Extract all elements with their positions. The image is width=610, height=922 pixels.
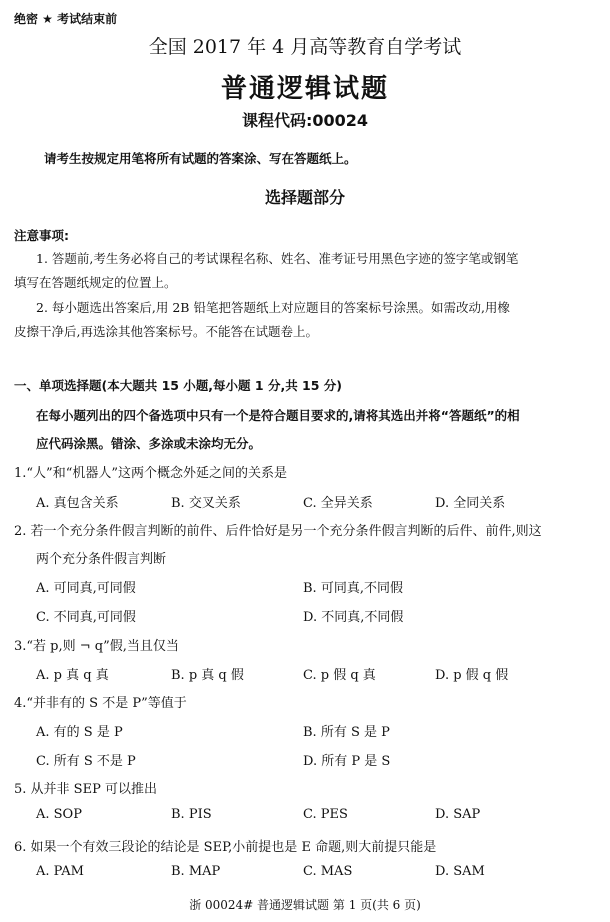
notes-heading: 注意事项: bbox=[14, 228, 69, 243]
question-1-option-d: D. 全同关系 bbox=[435, 496, 506, 511]
question-6-option-a: A. PAM bbox=[36, 864, 84, 879]
question-3-option-b: B. p 真 q 假 bbox=[171, 668, 244, 683]
secret-label: 绝密 ★ 考试结束前 bbox=[14, 12, 118, 26]
question-2-option-d: D. 不同真,不同假 bbox=[303, 610, 404, 625]
question-1-option-a: A. 真包含关系 bbox=[36, 496, 119, 511]
question-3-option-c: C. p 假 q 真 bbox=[303, 668, 376, 683]
course-code: 课程代码:00024 bbox=[241, 111, 369, 130]
question-1-option-b: B. 交叉关系 bbox=[171, 496, 241, 511]
question-5-option-b: B. PIS bbox=[171, 807, 212, 822]
question-3-option-d: D. p 假 q 假 bbox=[435, 668, 509, 683]
note-item-1-line-2: 填写在答题纸规定的位置上。 bbox=[14, 275, 177, 290]
part1-heading: 一、单项选择题(本大题共 15 小题,每小题 1 分,共 15 分) bbox=[14, 378, 343, 393]
page-title: 普通逻辑试题 bbox=[220, 74, 389, 104]
question-6-stem: 6. 如果一个有效三段论的结论是 SEP,小前提也是 E 命题,则大前提只能是 bbox=[14, 840, 437, 855]
question-6-option-d: D. SAM bbox=[435, 864, 485, 879]
question-3-option-a: A. p 真 q 真 bbox=[36, 668, 109, 683]
exam-line: 全国 2017 年 4 月高等教育自学考试 bbox=[148, 36, 462, 58]
section-title: 选择题部分 bbox=[264, 188, 345, 207]
question-1-option-c: C. 全异关系 bbox=[303, 496, 373, 511]
question-1-stem: 1.“人”和“机器人”这两个概念外延之间的关系是 bbox=[14, 466, 287, 481]
question-6-option-c: C. MAS bbox=[303, 864, 353, 879]
part1-desc-line-2: 应代码涂黑。错涂、多涂或未涂均无分。 bbox=[36, 436, 262, 451]
question-4-option-a: A. 有的 S 是 P bbox=[36, 725, 123, 740]
question-4-option-c: C. 所有 S 不是 P bbox=[36, 754, 136, 769]
question-6-option-b: B. MAP bbox=[171, 864, 221, 879]
question-2-option-a: A. 可同真,可同假 bbox=[36, 581, 136, 596]
question-5-option-d: D. SAP bbox=[435, 807, 481, 822]
question-3-stem: 3.“若 p,则 ¬ q”假,当且仅当 bbox=[14, 639, 179, 654]
page-footer: 浙 00024# 普通逻辑试题 第 1 页(共 6 页) bbox=[189, 898, 421, 912]
question-5-option-a: A. SOP bbox=[36, 807, 82, 822]
question-4-option-b: B. 所有 S 是 P bbox=[303, 725, 390, 740]
question-4-option-d: D. 所有 P 是 S bbox=[303, 754, 391, 769]
question-2-stem-line-1: 2. 若一个充分条件假言判断的前件、后件恰好是另一个充分条件假言判断的后件、前件,则这 bbox=[14, 524, 542, 539]
instruction-text: 请考生按规定用笔将所有试题的答案涂、写在答题纸上。 bbox=[44, 151, 357, 166]
question-5-option-c: C. PES bbox=[303, 807, 348, 822]
question-2-option-b: B. 可同真,不同假 bbox=[303, 581, 403, 596]
question-2-option-c: C. 不同真,可同假 bbox=[36, 610, 136, 625]
note-item-2-line-1: 2. 每小题选出答案后,用 2B 铅笔把答题纸上对应题目的答案标号涂黑。如需改动,用橡 bbox=[36, 300, 510, 315]
note-item-1-line-1: 1. 答题前,考生务必将自己的考试课程名称、姓名、准考证号用黑色字迹的签字笔或钢笔 bbox=[36, 251, 519, 266]
note-item-2-line-2: 皮擦干净后,再选涂其他答案标号。不能答在试题卷上。 bbox=[14, 324, 318, 339]
part1-desc-line-1: 在每小题列出的四个备选项中只有一个是符合题目要求的,请将其选出并将“答题纸”的相 bbox=[36, 408, 520, 423]
question-5-stem: 5. 从并非 SEP 可以推出 bbox=[14, 782, 157, 797]
question-4-stem: 4.“并非有的 S 不是 P”等值于 bbox=[14, 696, 187, 711]
question-2-stem-line-2: 两个充分条件假言判断 bbox=[36, 552, 167, 567]
